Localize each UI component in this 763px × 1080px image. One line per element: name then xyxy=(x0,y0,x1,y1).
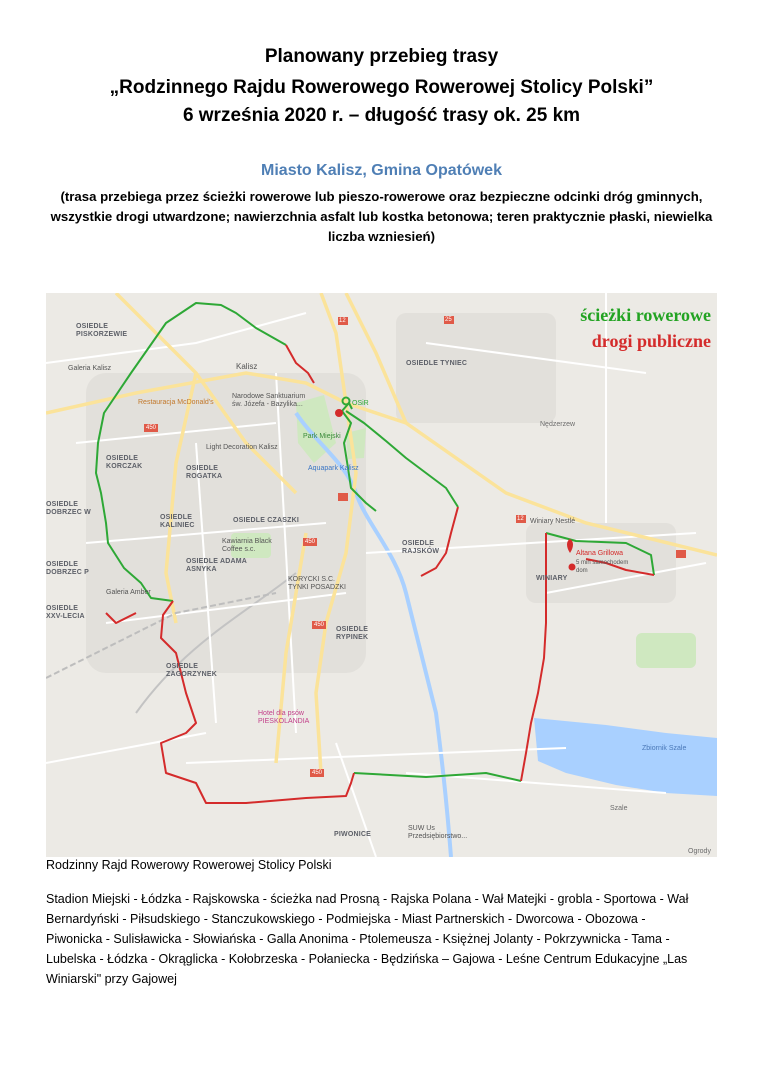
label-osiedle-tyniec: OSIEDLE TYNIEC xyxy=(406,360,468,367)
route-map[interactable] xyxy=(46,293,717,857)
label-altana: Altana Grillowa xyxy=(576,550,624,557)
road-number-badge: 450 xyxy=(305,539,316,545)
label-ogrody: Ogrody xyxy=(688,848,711,855)
label-osiedle-adama: OSIEDLE ADAMA ASNYKA xyxy=(186,558,248,573)
label-szale: Szale xyxy=(610,805,628,812)
label-winiary: WINIARY xyxy=(536,575,568,582)
map-caption: Rodzinny Rajd Rowerowy Rowerowej Stolicy Polski xyxy=(46,858,332,872)
label-galeria-amber: Galeria Amber xyxy=(106,589,151,596)
map-canvas xyxy=(46,293,717,857)
label-kalisz: Kalisz xyxy=(236,362,258,371)
label-osiedle-rogatka: OSIEDLE ROGATKA xyxy=(186,465,223,480)
road-number-badge: 12 xyxy=(339,318,346,324)
label-osiedle-dobrzec-p: OSIEDLE DOBRZEC P xyxy=(46,561,90,576)
label-galeria-kalisz: Galeria Kalisz xyxy=(68,365,112,372)
label-suw: SUW Us Przedsiębiorstwo... xyxy=(408,825,468,840)
label-kawiarnia: Kawiarnia Black Coffee s.c. xyxy=(222,538,272,553)
label-osiedle-rajskow: OSIEDLE RAJSKÓW xyxy=(402,540,440,555)
route-line: Lubelska - Łódzka - Okrąglicka - Kołobrzeska - Połaniecka - Będzińska – Gajowa - Leśne Centrum Edukacyjne „Las xyxy=(46,952,688,966)
route-line: Bernardyński - Piłsudskiego - Stanczukowskiego - Podmiejska - Miast Partnerskich - Dworcowa - Obozowa - xyxy=(46,912,646,926)
label-osiedle-piskorzewie: OSIEDLE PISKORZEWIE xyxy=(76,323,128,338)
label-restauracja: Restauracja McDonald's xyxy=(138,399,214,406)
road-number-badge: 450 xyxy=(312,770,323,776)
title-line-3: 6 września 2020 r. – długość trasy ok. 25 km xyxy=(182,105,581,126)
route-note: (trasa przebiega przez ścieżki rowerowe lub pieszo-rowerowe oraz bezpieczne odcinki dróg gminnych, wszystkie drogi utwardzone; nawierzchnia asfalt lub kostka betonowa; teren praktycznie płaski, niewielka liczba wzniesień) xyxy=(50,189,713,244)
label-sanktuarium: Narodowe Sanktuarium św. Józefa - Bazylika... xyxy=(232,393,306,408)
label-park-miejski: Park Miejski xyxy=(303,433,341,440)
label-osiedle-kaliniec: OSIEDLE KALINIEC xyxy=(160,514,195,529)
road-number-badge: 450 xyxy=(314,622,325,628)
label-osiedle-dobrzec: OSIEDLE DOBRZEC W xyxy=(46,501,91,516)
label-korycki: KORYCKI S.C. TYNKI POSADZKI xyxy=(288,576,346,591)
label-light-decoration: Light Decoration Kalisz xyxy=(206,444,278,451)
label-osiedle-rypinek: OSIEDLE RYPINEK xyxy=(336,626,369,641)
label-piwonice: PIWONICE xyxy=(334,831,371,838)
legend-bike-paths: ścieżki rowerowe xyxy=(580,305,711,325)
road-number-badge: 450 xyxy=(146,425,157,431)
label-aquapark: Aquapark Kalisz xyxy=(308,465,359,472)
route-line: Winiarski" przy Gajowej xyxy=(46,972,177,986)
road-number-badge: 12 xyxy=(517,516,524,522)
label-osir: OSiR xyxy=(352,400,369,407)
label-hotel: Hotel dla psów PIESKOLANDIA xyxy=(258,710,310,725)
title-line-1: Planowany przebieg trasy xyxy=(264,46,499,67)
label-osiedle-zagorzynek: OSIEDLE ZAGORZYNEK xyxy=(166,663,217,678)
label-osiedle-xxv: OSIEDLE XXV-LECIA xyxy=(46,605,85,620)
label-osiedle-korczak: OSIEDLE KORCZAK xyxy=(106,455,143,470)
road-number-badge: 25 xyxy=(445,317,452,323)
title-line-2: „Rodzinnego Rajdu Rowerowego Rowerowej Stolicy Polski” xyxy=(109,77,654,98)
route-description xyxy=(46,889,726,989)
label-altana-sub: 5 min samochodem dom xyxy=(576,560,629,574)
label-nedzerzew: Nędzerzew xyxy=(540,421,576,428)
subtitle: Miasto Kalisz, Gmina Opatówek xyxy=(261,162,502,179)
label-zbiornik: Zbiornik Szale xyxy=(642,745,687,752)
label-osiedle-czaszki: OSIEDLE CZASZKI xyxy=(233,517,300,524)
legend-public-roads: drogi publiczne xyxy=(591,331,711,351)
route-line: Piwonicka - Sulisławicka - Słowiańska - Galla Anonima - Ptolemeusza - Księżnej Jolanty - Pokrzywnicka - Tama - xyxy=(46,932,670,946)
label-winiary-nestle: Winiary Nestlé xyxy=(530,518,576,525)
route-line: Stadion Miejski - Łódzka - Rajskowska - ścieżka nad Prosną - Rajska Polana - Wał Matejki - grobla - Sportowa - Wał xyxy=(46,892,689,906)
